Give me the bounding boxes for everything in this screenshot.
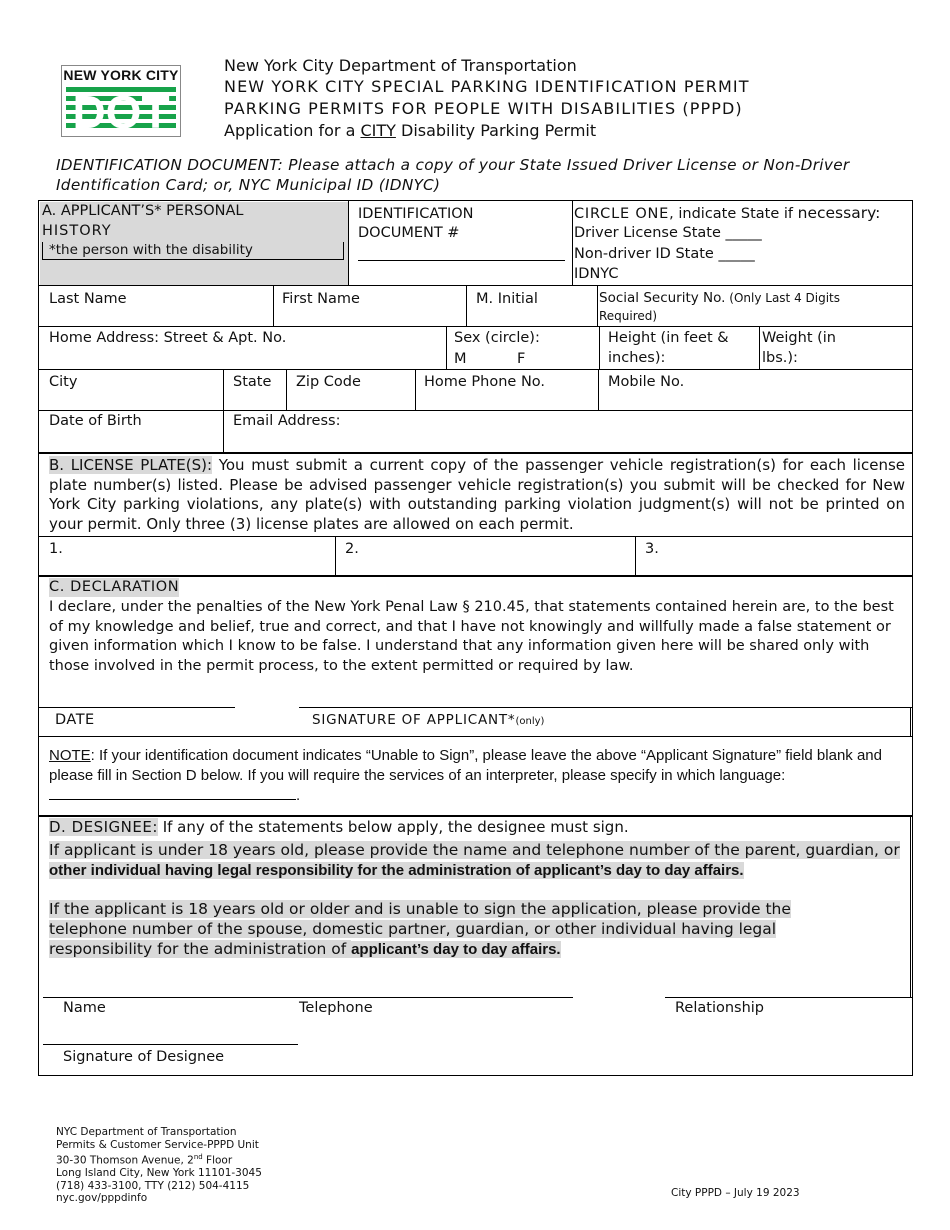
ssn-label: Social Security No. (Only Last 4 Digits [599,290,841,306]
height-label-2: inches): [608,350,666,366]
header-title-1: NEW YORK CITY SPECIAL PARKING IDENTIFICATION PERMIT [224,77,750,96]
sex-option-m[interactable]: M [454,351,467,367]
application-form [38,200,913,1076]
applicant-signature-label: SIGNATURE OF APPLICANT*(only) [312,712,545,728]
section-d-under-18: If applicant is under 18 years old, please provide the name and telephone number of the parent, guardian, or other individual having legal responsibility for the administration of applicant’s day to day affairs. [49,841,900,879]
option-non-driver-id[interactable]: Non-driver ID State _____ [574,246,755,262]
email-label: Email Address: [233,413,341,429]
date-label: DATE [55,712,95,728]
weight-label: Weight (in [762,330,837,346]
dot-letters-graphic [62,84,180,136]
first-name-label: First Name [282,291,360,307]
height-label: Height (in feet & [608,330,729,346]
section-d-title: D. DESIGNEE: If any of the statements below apply, the designee must sign. [49,818,629,836]
zip-label: Zip Code [296,374,361,390]
applicant-signature-line[interactable] [299,707,912,708]
home-address-label: Home Address: Street & Apt. No. [49,330,287,346]
state-label: State [233,374,272,390]
id-doc-label: IDENTIFICATION [358,206,474,222]
designee-signature-label: Signature of Designee [63,1049,225,1065]
interpreter-language-field[interactable] [49,785,296,800]
option-idnyc[interactable]: IDNYC [574,266,619,282]
id-doc-label-2: DOCUMENT # [358,225,460,241]
nyc-dot-logo [61,65,181,137]
section-a-note: *the person with the disability [42,242,344,260]
sex-label: Sex (circle): [454,330,540,346]
header-dept: New York City Department of Transportation [224,56,577,75]
designee-telephone-label: Telephone [299,1000,373,1016]
last-name-label: Last Name [49,291,127,307]
weight-label-2: lbs.): [762,350,798,366]
designee-signature-line[interactable] [43,1044,298,1045]
mobile-label: Mobile No. [608,374,685,390]
header-title-2: PARKING PERMITS FOR PEOPLE WITH DISABILITIES (PPPD) [224,99,743,118]
section-b-text: B. LICENSE PLATE(S): You must submit a current copy of the passenger vehicle registration(s) for each license plate number(s) listed. Please be advised passenger vehicle registration(s) you submit will be checked for New York City parking violations, any plate(s) with outstanding parking violation judgment(s) will not be printed on your permit. Only three (3) license plates are allowed on each permit. [49,456,905,534]
section-c-note: NOTE: If your identification document indicates “Unable to Sign”, please leave the above “Applicant Signature” field blank and please fill in Section D below. If you will require the services of an interpreter, please specify in which language:. [49,747,882,804]
designee-relationship-line[interactable] [665,997,912,998]
footer-address: NYC Department of Transportation Permits & Customer Service-PPPD Unit 30-30 Thomson Avenue, 2nd Floor Long Island City, New York 11101-3045 (718) 433-3100, TTY (212) 504-4115 nyc.gov/pppdinfo [56,1126,262,1204]
id-doc-number-field[interactable] [358,260,565,261]
plate-1-label: 1. [49,541,63,557]
middle-initial-label: M. Initial [476,291,538,307]
form-version: City PPPD – July 19 2023 [671,1187,800,1199]
section-d-over-18: If the applicant is 18 years old or older and is unable to sign the application, please provide the telephone number of the spouse, domestic partner, guardian, or other individual having legal responsibility for the administration of applicant’s day to day affairs. [49,900,791,958]
designee-name-telephone-line[interactable] [43,997,573,998]
designee-name-label: Name [63,1000,106,1016]
home-phone-label: Home Phone No. [424,374,546,390]
logo-main-text: DOT [72,86,170,136]
date-line[interactable] [39,707,235,708]
designee-relationship-label: Relationship [675,1000,765,1016]
section-a-title: A. APPLICANT’S* PERSONAL [42,203,244,219]
dob-label: Date of Birth [49,413,142,429]
city-label: City [49,374,78,390]
circle-one-instruction: CIRCLE ONE, indicate State if necessary: [574,204,881,222]
ssn-note-2: Required) [599,309,658,323]
plate-3-label: 3. [645,541,659,557]
section-c-declaration: I declare, under the penalties of the New York Penal Law § 210.45, that statements contained herein are, to the best of my knowledge and belief, true and correct, and that I have not knowingly and willfully made a false statement or given information which I know to be false. I understand that any information given here will be shared only with those involved in the permit process, to the extent permitted or required by law. [49,599,894,674]
logo-top-text: NEW YORK CITY [63,67,179,83]
option-driver-license[interactable]: Driver License State _____ [574,225,762,241]
section-a-title-2: HISTORY [42,223,112,239]
identification-document-instruction: IDENTIFICATION DOCUMENT: Please attach a copy of your State Issued Driver License or Non-Driver Identification Card; or, NYC Municipal ID (IDNYC) [56,156,850,194]
plate-2-label: 2. [345,541,359,557]
footer-link[interactable]: nyc.gov/pppdinfo [56,1192,148,1204]
sex-option-f[interactable]: F [517,351,526,367]
section-c-title: C. DECLARATION [49,579,180,595]
header-application: Application for a CITY Disability Parking Permit [224,121,597,140]
